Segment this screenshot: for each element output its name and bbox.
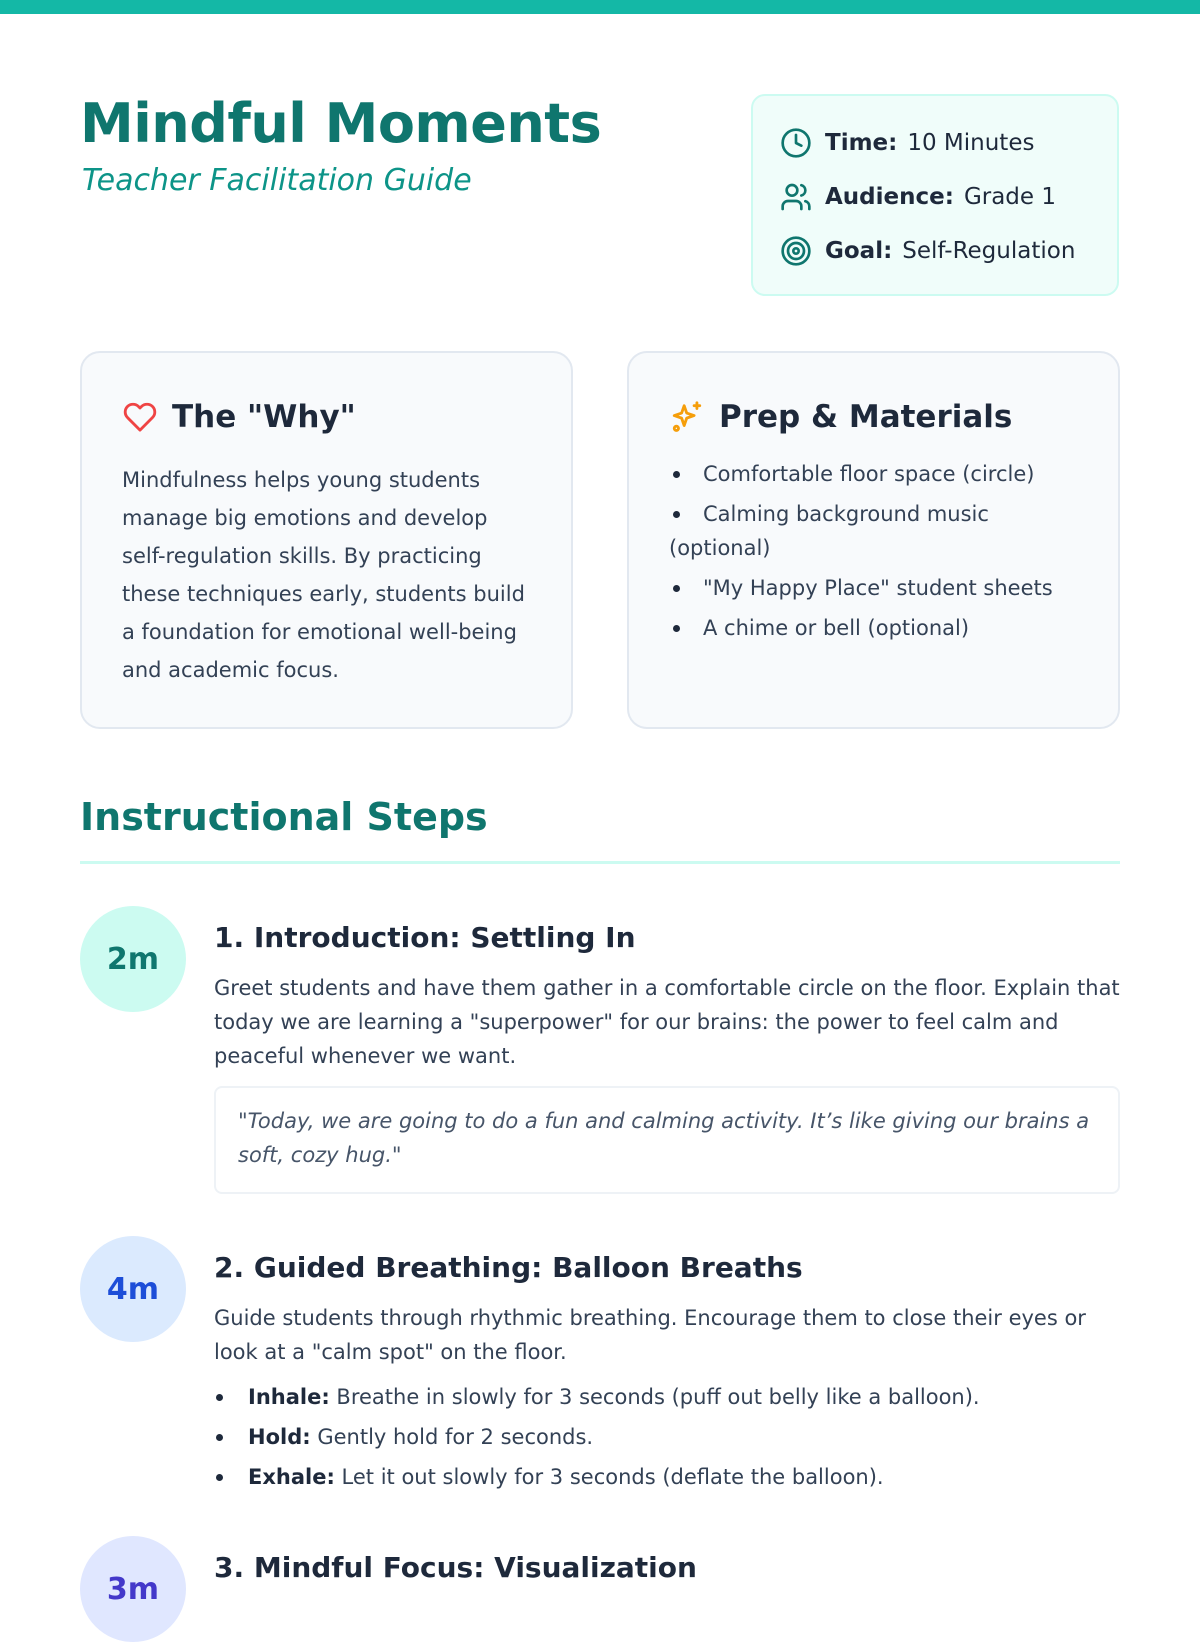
section-divider xyxy=(80,861,1120,864)
meta-goal-row xyxy=(779,233,1075,269)
section-title: Instructional Steps xyxy=(80,795,488,839)
list-item: A chime or bell (optional) xyxy=(669,611,1089,645)
duration-badge: 4m xyxy=(80,1236,186,1342)
prep-card-title: Prep & Materials xyxy=(719,399,1013,435)
list-item: Comfortable floor space (circle) xyxy=(669,457,1089,491)
list-item: "My Happy Place" student sheets xyxy=(669,571,1089,605)
step-description: Guide students through rhythmic breathing. Encourage them to close their eyes or look at a "calm spot" on the floor. xyxy=(214,1306,1086,1364)
breath-label: Inhale: xyxy=(248,1385,330,1409)
step-title: 2. Guided Breathing: Balloon Breaths xyxy=(214,1251,803,1284)
page-title: Mindful Moments xyxy=(80,92,602,155)
meta-time-row xyxy=(779,125,1034,161)
why-card-header xyxy=(122,395,356,439)
list-item xyxy=(214,1380,1124,1414)
breath-text: Gently hold for 2 seconds. xyxy=(317,1425,594,1449)
lesson-meta-card-content xyxy=(751,94,1119,296)
meta-time-value: 10 Minutes xyxy=(907,130,1035,156)
duration-badge: 3m xyxy=(80,1536,186,1642)
list-item xyxy=(214,1420,1124,1454)
target-icon xyxy=(779,234,813,268)
meta-goal-value: Self-Regulation xyxy=(902,238,1076,264)
prep-card-header xyxy=(669,395,1012,439)
prep-card xyxy=(627,351,1120,729)
sparkles-icon xyxy=(669,399,705,435)
script-quote: "Today, we are going to do a fun and calming activity. It’s like giving our brains a soft, cozy hug." xyxy=(214,1086,1120,1194)
step-description: Greet students and have them gather in a comfortable circle on the floor. Explain that today we are learning a "superpower" for our brains: the power to feel calm and peaceful whenever we want. xyxy=(214,976,1120,1068)
breath-label: Hold: xyxy=(248,1425,311,1449)
page-subtitle: Teacher Facilitation Guide xyxy=(82,163,472,198)
meta-time-label: Time: xyxy=(825,130,898,156)
materials-list xyxy=(669,457,1089,651)
clock-icon xyxy=(779,126,813,160)
meta-audience-row xyxy=(779,179,1056,215)
why-card-title: The "Why" xyxy=(172,399,356,435)
meta-audience-value: Grade 1 xyxy=(963,184,1057,210)
why-card-body: Mindfulness helps young students manage big emotions and develop self-regulation skills. By practicing these techniques early, students build a foundation for emotional well-being and academic focus. xyxy=(122,468,525,682)
meta-audience-label: Audience: xyxy=(825,184,954,210)
breath-text: Let it out slowly for 3 seconds (deflate the balloon). xyxy=(341,1465,884,1489)
list-item xyxy=(214,1460,1124,1494)
heart-icon xyxy=(122,399,158,435)
users-icon xyxy=(779,180,813,214)
breathing-steps-list xyxy=(214,1380,1124,1500)
breath-text: Breathe in slowly for 3 seconds (puff out belly like a balloon). xyxy=(336,1385,980,1409)
step-title: 3. Mindful Focus: Visualization xyxy=(214,1551,697,1584)
meta-goal-label: Goal: xyxy=(825,238,893,264)
duration-badge: 2m xyxy=(80,906,186,1012)
breath-label: Exhale: xyxy=(248,1465,335,1489)
list-item: Calming background music (optional) xyxy=(669,497,989,565)
why-card xyxy=(80,351,573,729)
step-title: 1. Introduction: Settling In xyxy=(214,921,636,954)
